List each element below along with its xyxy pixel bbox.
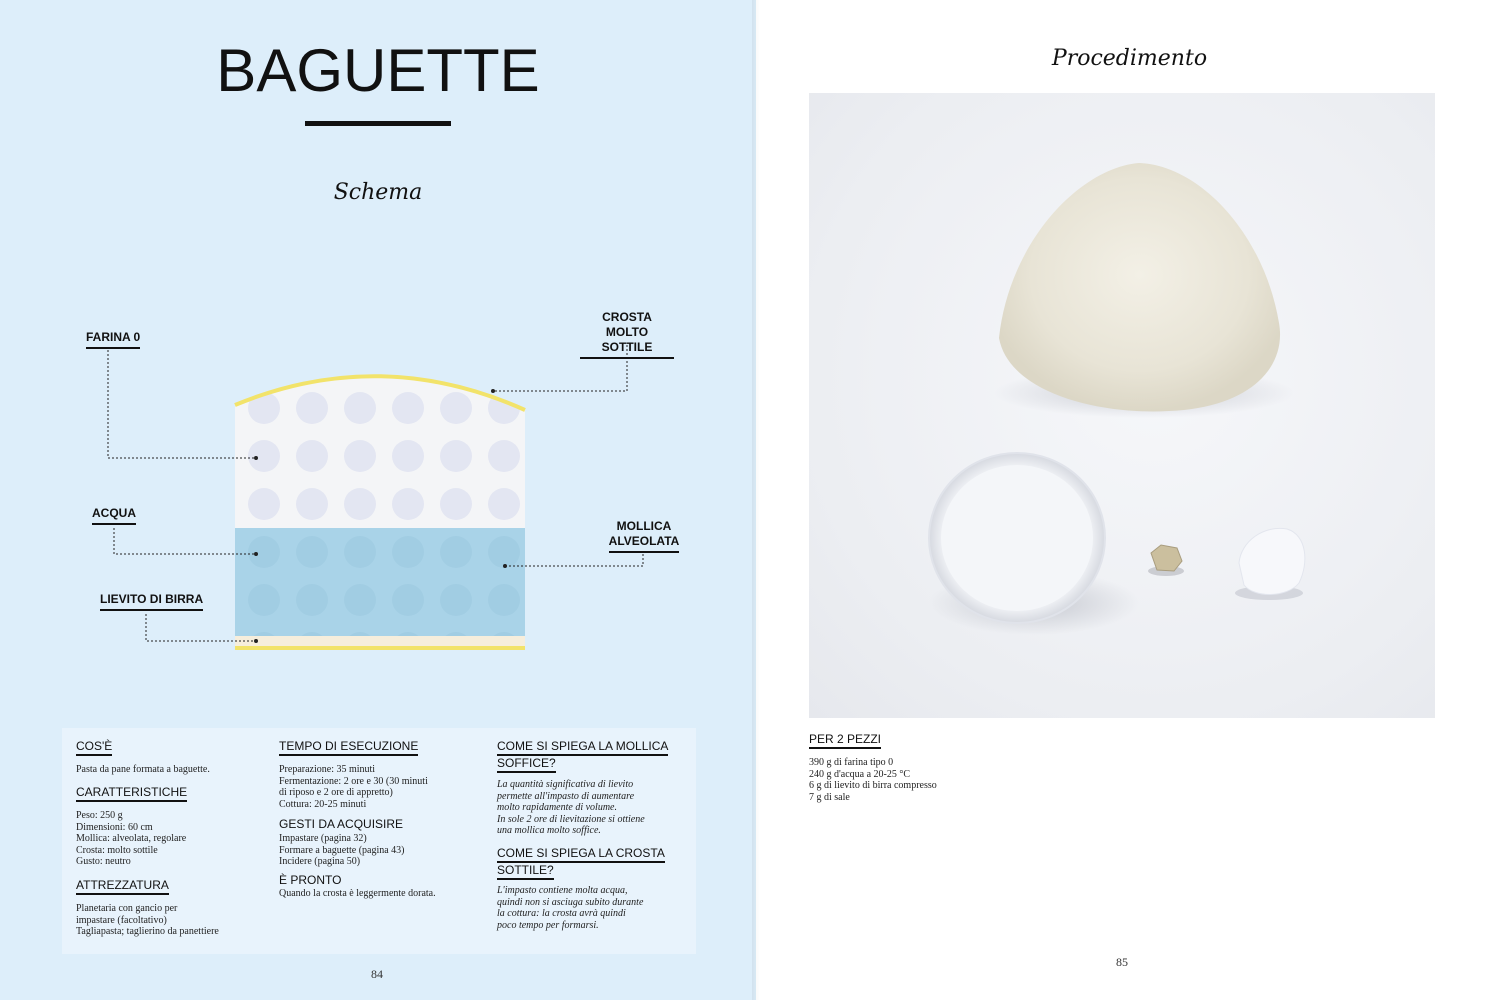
water-surface (941, 465, 1093, 611)
page-number-right: 85 (1116, 955, 1128, 969)
pronto-heading: È PRONTO (279, 873, 342, 887)
crosta-question: COME SI SPIEGA LA CROSTA SOTTILE? (497, 845, 665, 879)
tempo-text: Preparazione: 35 minuti Fermentazione: 2 ore e 30 (30 minuti di riposo e 2 ore di appretto) Cottura: 20-25 minuti (279, 764, 428, 810)
ingredients-heading: PER 2 PEZZI (809, 731, 881, 748)
pronto-text: Quando la crosta è leggermente dorata. (279, 888, 436, 899)
salt-pile (1239, 528, 1305, 594)
dough-upper-dots (235, 376, 525, 528)
label-lievito: LIEVITO DI BIRRA (100, 592, 203, 611)
leader-acqua-dot (254, 552, 258, 556)
gesti-text: Impastare (pagina 32) Formare a baguette (pagina 43) Incidere (pagina 50) (279, 833, 405, 867)
procedimento-heading: Procedimento (1051, 46, 1208, 71)
caratteristiche-text: Peso: 250 g Dimensioni: 60 cm Mollica: alveolata, regolare Crosta: molto sottile Gusto: neutro (76, 810, 187, 867)
book-gutter (752, 0, 760, 1000)
leader-mollica-dot (503, 564, 507, 568)
schema-heading: Schema (333, 180, 423, 205)
page-title: BAGUETTE (216, 37, 540, 104)
cose-text: Pasta da pane formata a baguette. (76, 764, 210, 775)
label-crosta: CROSTA MOLTO SOTTILE (580, 310, 674, 359)
caratteristiche-heading: CARATTERISTICHE (76, 784, 187, 801)
label-acqua: ACQUA (92, 506, 136, 525)
base-crust (235, 646, 525, 650)
crosta-answer: L'impasto contiene molta acqua, quindi non si asciuga subito durante la cottura: la crosta avrà quindi poco tempo per formarsi. (497, 885, 644, 931)
page-number-left: 84 (371, 967, 383, 981)
leader-lievito-dot (254, 639, 258, 643)
yeast-strip (235, 636, 525, 646)
gesti-heading: GESTI DA ACQUISIRE (279, 817, 404, 831)
yeast-piece (1151, 545, 1182, 571)
attrezzatura-heading: ATTREZZATURA (76, 877, 169, 894)
label-farina: FARINA 0 (86, 330, 140, 349)
mollica-question: COME SI SPIEGA LA MOLLICA SOFFICE? (497, 738, 668, 772)
attrezzatura-text: Planetaria con gancio per impastare (facoltativo) Tagliapasta; taglierino da panettiere (76, 903, 219, 937)
ingredients-text: 390 g di farina tipo 0 240 g d'acqua a 20-25 °C 6 g di lievito di birra compresso 7 g di sale (809, 757, 937, 803)
leader-farina (108, 350, 256, 458)
flour-heap (999, 163, 1280, 411)
leader-mollica (505, 554, 643, 566)
cose-heading: COS'È (76, 738, 112, 755)
crumb-band-dots (235, 528, 525, 636)
label-mollica: MOLLICA ALVEOLATA (608, 519, 680, 553)
ingredients-photo (809, 93, 1435, 718)
mollica-answer: La quantità significativa di lievito permette all'impasto di aumentare molto rapidamente di volume. In sole 2 ore di lievitazione si ottiene una mollica molto soffice. (497, 779, 645, 836)
tempo-heading: TEMPO DI ESECUZIONE (279, 738, 418, 755)
leader-farina-dot (254, 456, 258, 460)
leader-crosta-dot (491, 389, 495, 393)
leader-acqua (114, 528, 256, 554)
ingredients-illustration (809, 93, 1435, 718)
